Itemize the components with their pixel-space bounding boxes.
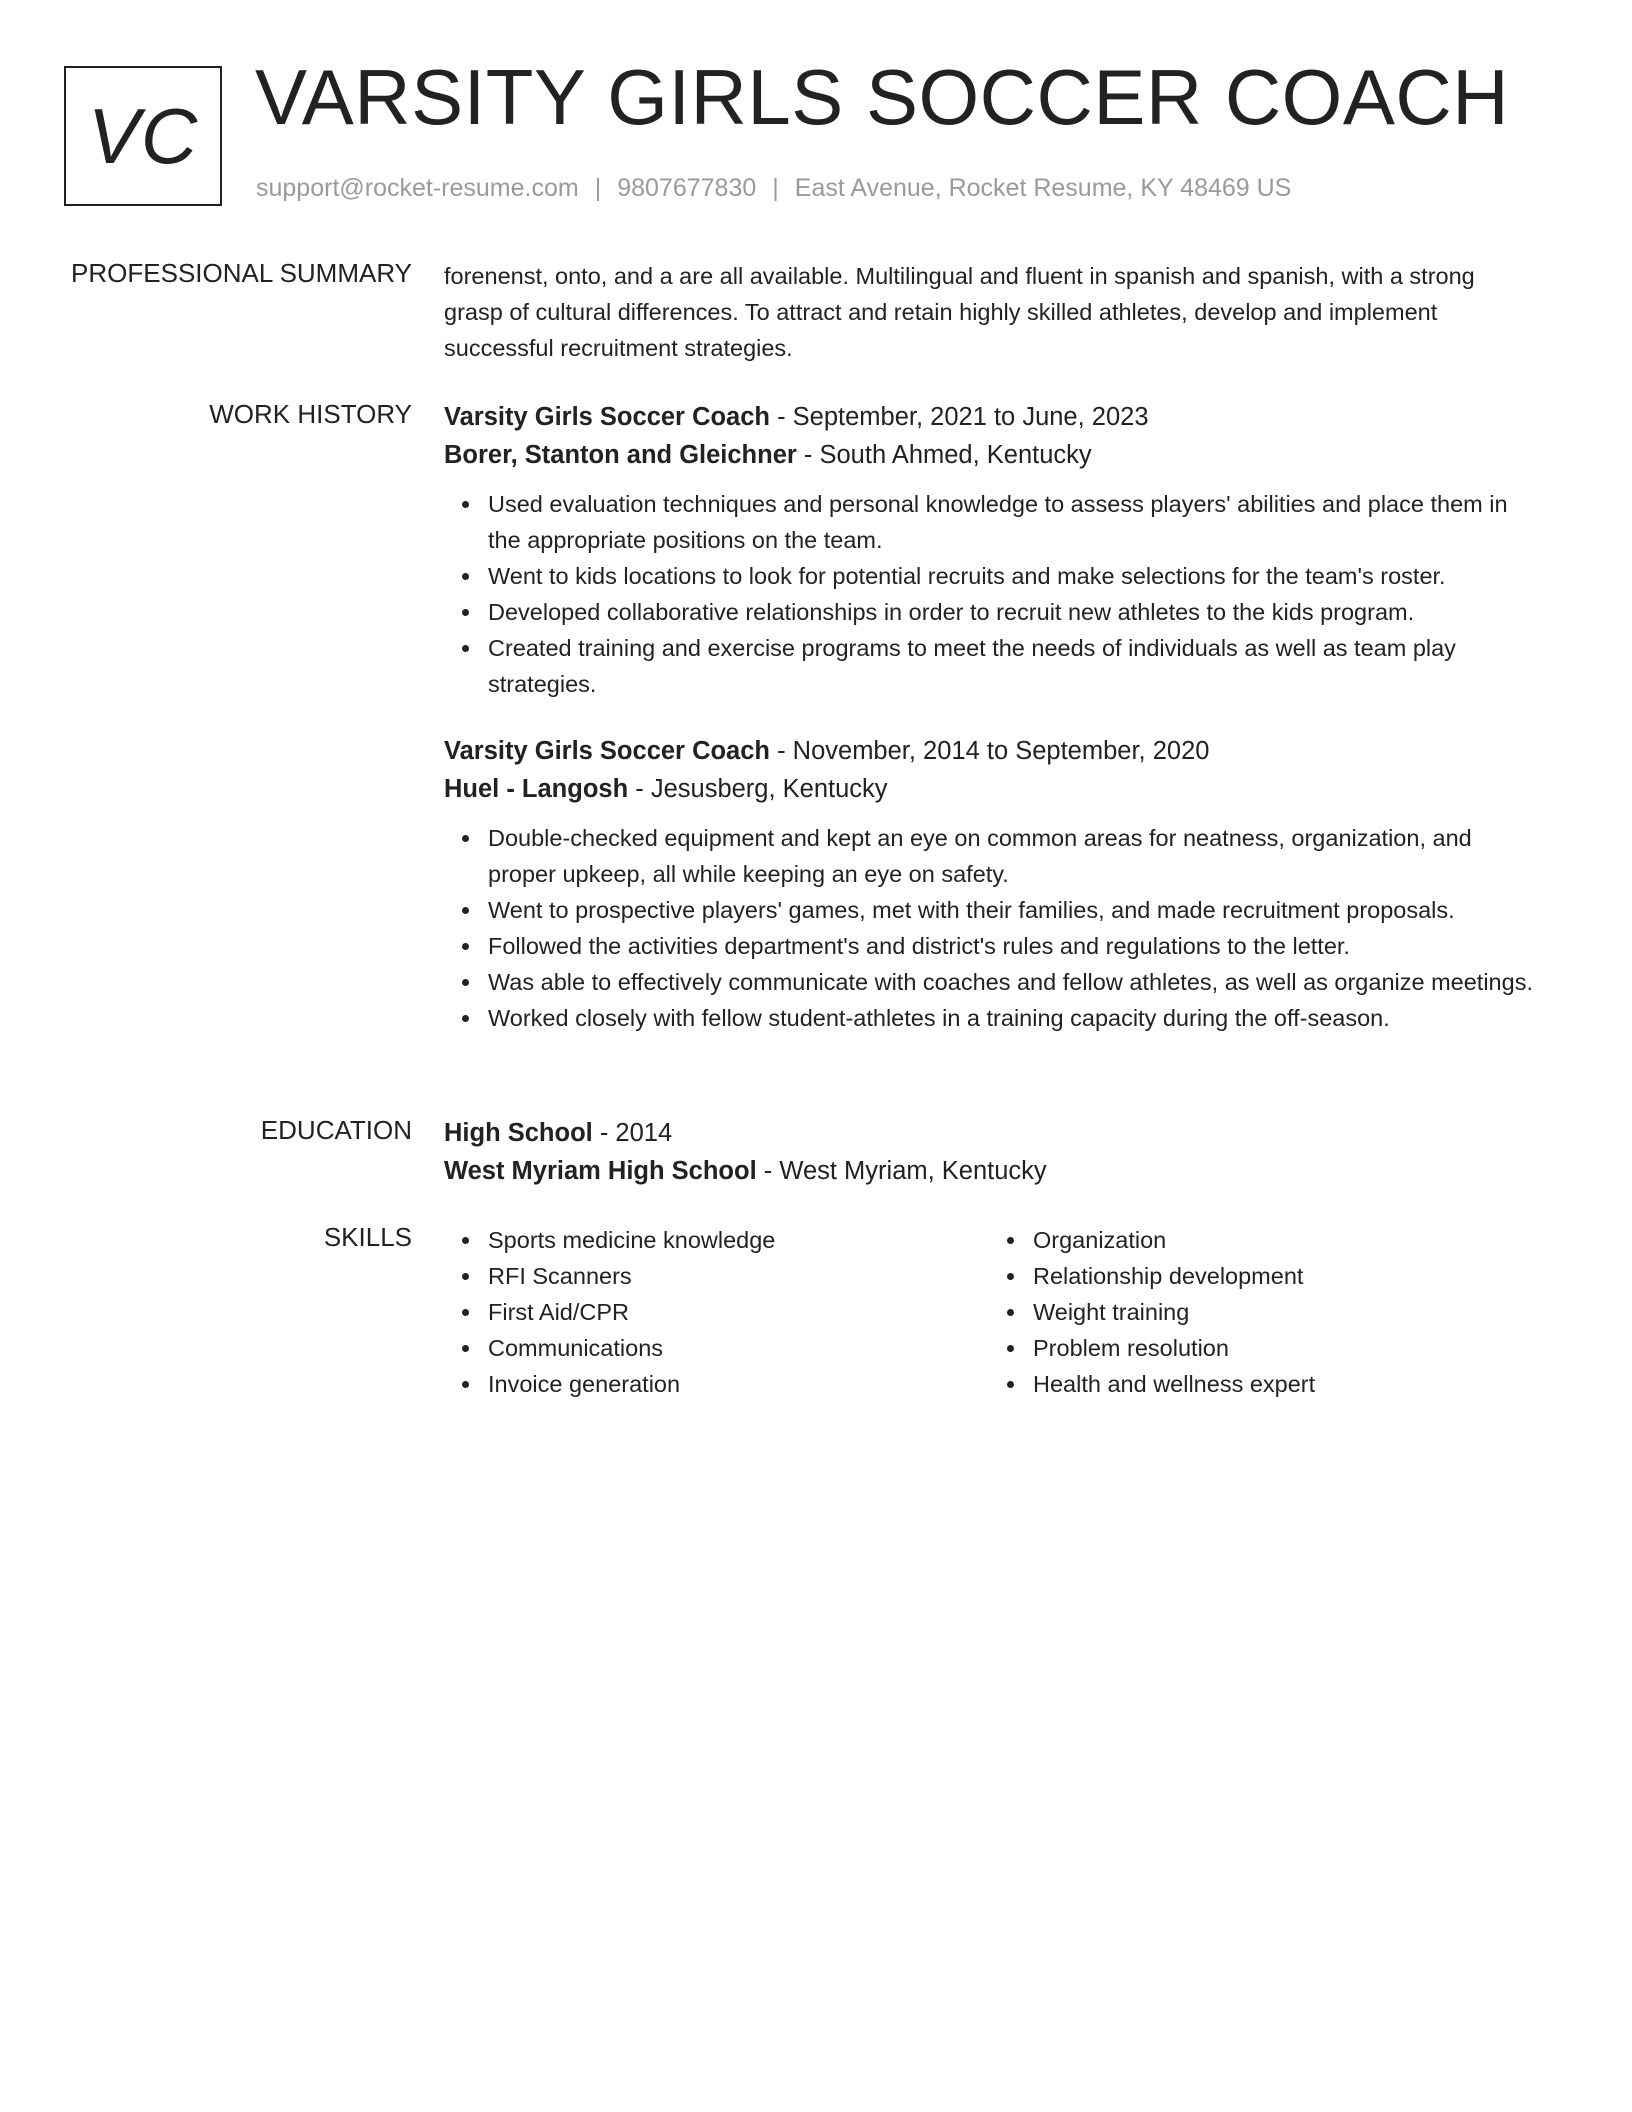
education-school: West Myriam High School: [444, 1157, 757, 1185]
education-degree-line: [444, 1114, 1534, 1152]
job-bullet: Went to prospective players' games, met with their families, and made recruitment proposals.: [488, 892, 1534, 928]
skill-item: Weight training: [1033, 1294, 1534, 1330]
skill-item: First Aid/CPR: [488, 1294, 989, 1330]
job-company-line: [444, 770, 1534, 808]
job-bullet: Developed collaborative relationships in order to recruit new athletes to the kids program.: [488, 594, 1534, 630]
resume-title: VARSITY GIRLS SOCCER COACH: [255, 53, 1510, 141]
skills-body: [444, 1222, 1534, 1402]
section-label-education: EDUCATION: [260, 1115, 412, 1145]
job-company: Huel - Langosh: [444, 775, 629, 803]
education-location: - West Myriam, Kentucky: [756, 1157, 1047, 1185]
job-entry: [444, 398, 1534, 702]
job-bullet: Created training and exercise programs to meet the needs of individuals as well as team play strategies.: [488, 630, 1534, 702]
skills-list-right: [989, 1222, 1534, 1402]
job-title-line: [444, 398, 1534, 436]
skill-item: Communications: [488, 1330, 989, 1366]
education-school-line: [444, 1152, 1534, 1190]
job-title: Varsity Girls Soccer Coach: [444, 403, 770, 431]
skills-columns: [444, 1222, 1534, 1402]
job-bullet: Used evaluation techniques and personal knowledge to assess players' abilities and place them in the appropriate positions on the team.: [488, 486, 1534, 558]
job-dates: - September, 2021 to June, 2023: [770, 403, 1149, 431]
contact-address: East Avenue, Rocket Resume, KY 48469 US: [794, 174, 1292, 202]
job-bullet: Worked closely with fellow student-athletes in a training capacity during the off-season.: [488, 1000, 1534, 1036]
job-dates: - November, 2014 to September, 2020: [770, 737, 1210, 765]
summary-body: [444, 258, 1534, 366]
summary-text: forenenst, onto, and a are all available. Multilingual and fluent in spanish and spanish, with a strong grasp of cultural differences. To attract and retain highly skilled athletes, develop and implement successful recruitment strategies.: [444, 263, 1475, 361]
job-title: Varsity Girls Soccer Coach: [444, 737, 770, 765]
education-body: [444, 1114, 1534, 1190]
contact-separator: |: [772, 174, 779, 202]
contact-phone: 9807677830: [617, 174, 757, 202]
contact-line: [256, 174, 1291, 203]
work-history-body: [444, 398, 1534, 1036]
job-bullet: Followed the activities department's and district's rules and regulations to the letter.: [488, 928, 1534, 964]
skills-column-right: [989, 1222, 1534, 1402]
skill-item: RFI Scanners: [488, 1258, 989, 1294]
monogram-logo: VC: [64, 66, 222, 206]
job-company-line: [444, 436, 1534, 474]
skill-item: Problem resolution: [1033, 1330, 1534, 1366]
job-company: Borer, Stanton and Gleichner: [444, 441, 797, 469]
section-label-skills: SKILLS: [323, 1222, 412, 1252]
education-year: - 2014: [592, 1119, 673, 1147]
section-label-summary: PROFESSIONAL SUMMARY: [71, 258, 412, 288]
skill-item: Sports medicine knowledge: [488, 1222, 989, 1258]
section-label-work-history: WORK HISTORY: [209, 399, 412, 429]
job-bullet: Double-checked equipment and kept an eye on common areas for neatness, organization, and proper upkeep, all while keeping an eye on safety.: [488, 820, 1534, 892]
skills-column-left: [444, 1222, 989, 1402]
job-bullets: [444, 820, 1534, 1036]
job-location: - Jesusberg, Kentucky: [628, 775, 888, 803]
job-bullet: Was able to effectively communicate with coaches and fellow athletes, as well as organize meetings.: [488, 964, 1534, 1000]
skill-item: Relationship development: [1033, 1258, 1534, 1294]
job-entry: [444, 732, 1534, 1036]
job-location: - South Ahmed, Kentucky: [796, 441, 1092, 469]
contact-email: support@rocket-resume.com: [256, 174, 579, 202]
education-degree: High School: [444, 1119, 593, 1147]
skill-item: Organization: [1033, 1222, 1534, 1258]
skill-item: Health and wellness expert: [1033, 1366, 1534, 1402]
job-bullet: Went to kids locations to look for potential recruits and make selections for the team's roster.: [488, 558, 1534, 594]
skill-item: Invoice generation: [488, 1366, 989, 1402]
contact-separator: |: [594, 174, 602, 202]
job-bullets: [444, 486, 1534, 702]
skills-list-left: [444, 1222, 989, 1402]
job-title-line: [444, 732, 1534, 770]
